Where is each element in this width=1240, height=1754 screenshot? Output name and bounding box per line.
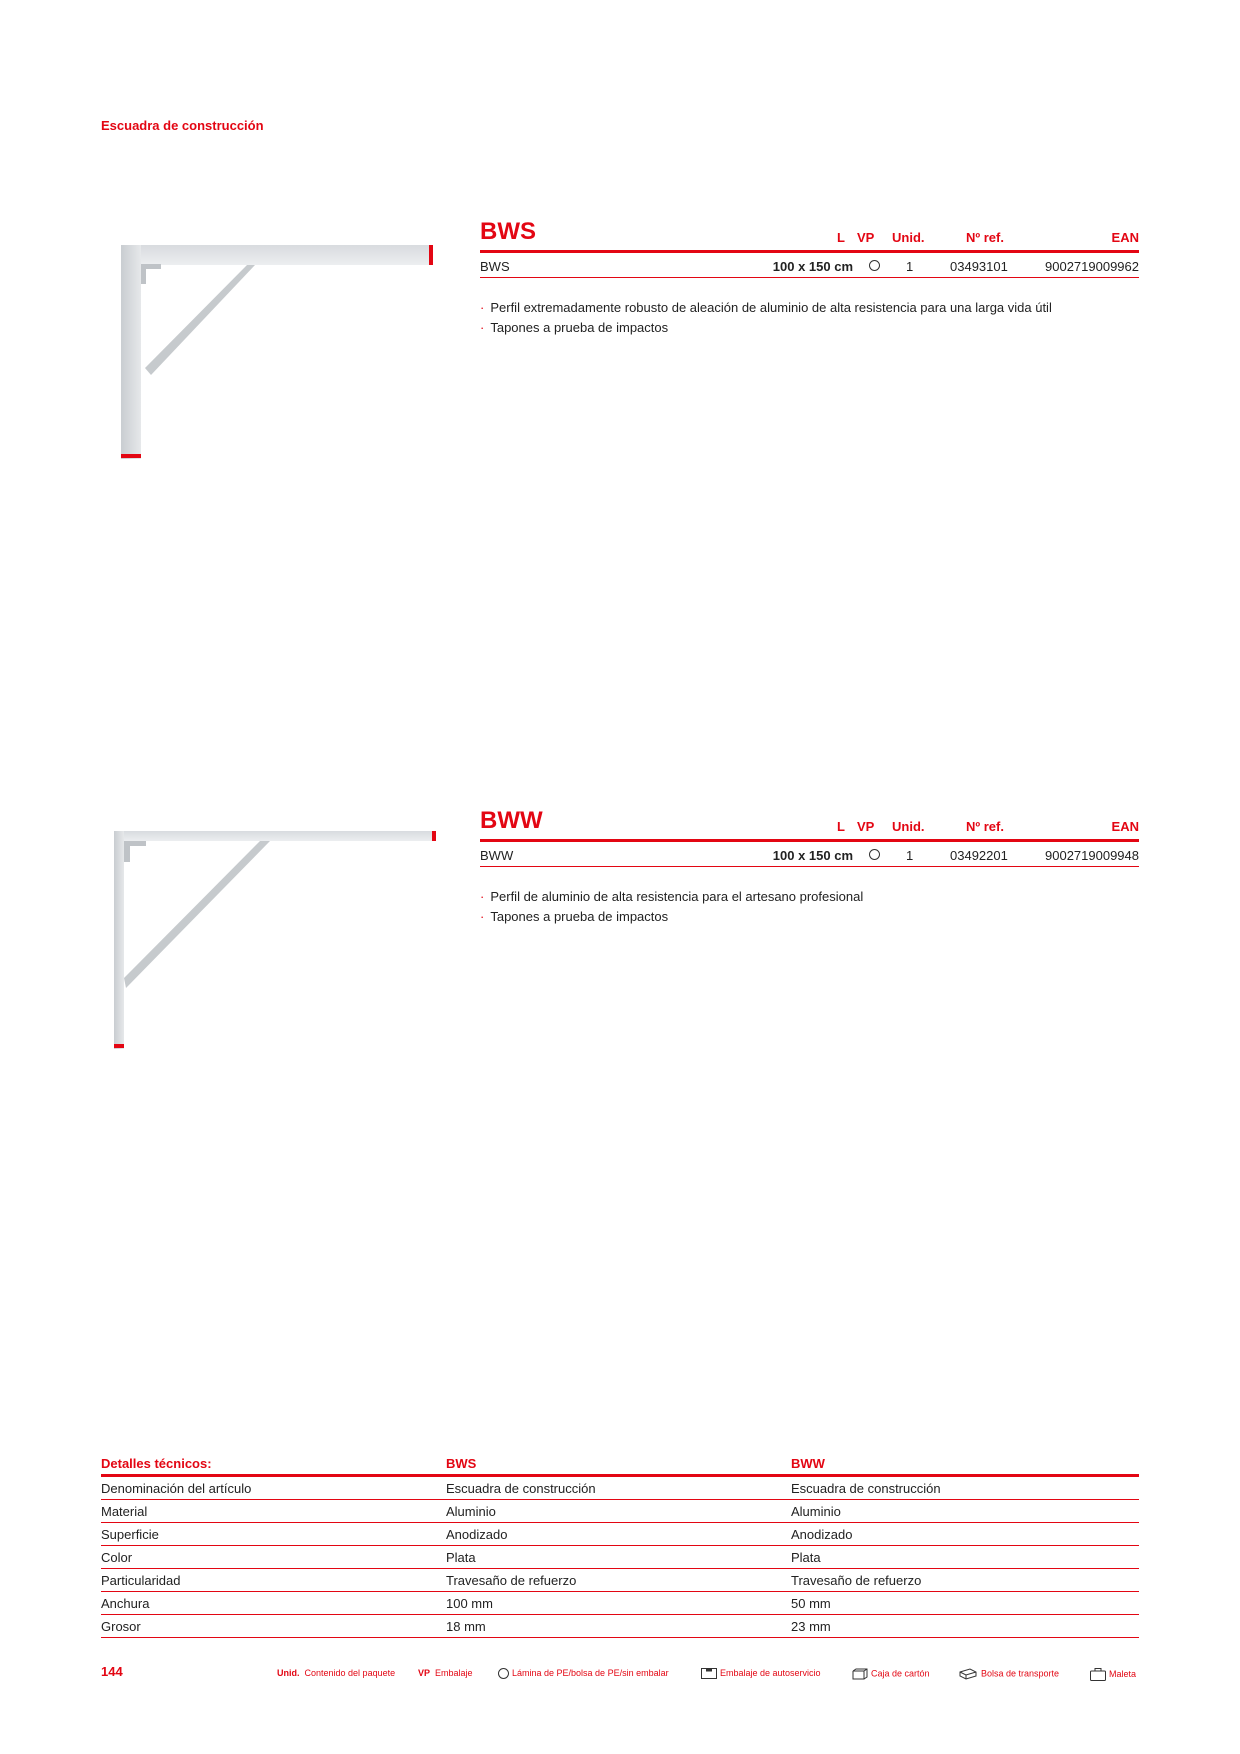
legend-vp: VP Embalaje xyxy=(418,1668,473,1678)
row-name: BWS xyxy=(480,259,510,274)
product-name: BWW xyxy=(480,807,543,834)
tech-bww-value: 50 mm xyxy=(791,1596,831,1611)
tech-bww-value: 23 mm xyxy=(791,1619,831,1634)
col-l: L xyxy=(837,819,845,834)
bww-table xyxy=(480,807,1139,867)
page-number: 144 xyxy=(101,1664,123,1679)
tech-bww-value: Escuadra de construcción xyxy=(791,1481,941,1496)
cardboard-box-icon xyxy=(852,1668,868,1680)
row-length: 100 x 150 cm xyxy=(772,848,853,863)
legend-self-service: Embalaje de autoservicio xyxy=(701,1668,821,1679)
tech-bws-value: Anodizado xyxy=(446,1527,508,1542)
tech-label: Superficie xyxy=(101,1527,159,1542)
table-row xyxy=(480,842,1139,867)
col-ean: EAN xyxy=(1111,230,1139,245)
tech-bww-value: Plata xyxy=(791,1550,821,1565)
legend-bag: Bolsa de transporte xyxy=(958,1668,1059,1680)
case-icon xyxy=(1090,1668,1106,1681)
self-service-pack-icon xyxy=(701,1668,717,1679)
tech-bww-value: Anodizado xyxy=(791,1527,853,1542)
table-row xyxy=(101,1592,1139,1615)
row-name: BWW xyxy=(480,848,514,863)
tech-bws-value: Travesaño de refuerzo xyxy=(446,1573,577,1588)
col-ref: Nº ref. xyxy=(966,230,1004,245)
pe-film-icon xyxy=(869,849,880,860)
tech-label: Material xyxy=(101,1504,148,1519)
bws-features xyxy=(480,298,1052,338)
tech-label: Color xyxy=(101,1550,133,1565)
row-unid: 1 xyxy=(906,848,914,863)
tech-label: Particularidad xyxy=(101,1573,181,1588)
tech-bws-value: 18 mm xyxy=(446,1619,486,1634)
tech-label: Anchura xyxy=(101,1596,150,1611)
table-row xyxy=(101,1569,1139,1592)
legend-pe: Lámina de PE/bolsa de PE/sin embalar xyxy=(498,1668,669,1679)
row-ean: 9002719009948 xyxy=(1045,848,1139,863)
bww-table-header xyxy=(480,807,1139,842)
table-row xyxy=(480,253,1139,278)
bws-table-header xyxy=(480,218,1139,253)
row-length: 100 x 150 cm xyxy=(772,259,853,274)
tech-header-label: Detalles técnicos: xyxy=(101,1456,212,1471)
bws-product-image xyxy=(115,238,435,460)
col-unid: Unid. xyxy=(892,819,925,834)
row-unid: 1 xyxy=(906,259,914,274)
section-title: Escuadra de construcción xyxy=(101,118,264,133)
pe-film-icon xyxy=(869,260,880,271)
bww-features xyxy=(480,887,863,927)
col-ref: Nº ref. xyxy=(966,819,1004,834)
tech-bww-value: Aluminio xyxy=(791,1504,841,1519)
transport-bag-icon xyxy=(958,1668,978,1680)
tech-header-bws: BWS xyxy=(446,1456,477,1471)
legend-unid: Unid. Contenido del paquete xyxy=(277,1668,396,1678)
tech-bws-value: 100 mm xyxy=(446,1596,493,1611)
technical-details-table xyxy=(101,1452,1139,1638)
tech-bws-value: Escuadra de construcción xyxy=(446,1481,596,1496)
table-row xyxy=(101,1477,1139,1500)
bws-table xyxy=(480,218,1139,278)
row-ref: 03493101 xyxy=(950,259,1008,274)
col-unid: Unid. xyxy=(892,230,925,245)
tech-bww-value: Travesaño de refuerzo xyxy=(791,1573,922,1588)
col-ean: EAN xyxy=(1111,819,1139,834)
tech-bws-value: Plata xyxy=(446,1550,476,1565)
tech-label: Denominación del artículo xyxy=(101,1481,252,1496)
table-row xyxy=(101,1615,1139,1638)
bww-product-image xyxy=(110,828,440,1050)
col-vp: VP xyxy=(857,230,875,245)
list-item: · Perfil extremadamente robusto de aleación de aluminio de alta resistencia para una larga vida útil xyxy=(480,300,1052,315)
table-row xyxy=(101,1523,1139,1546)
list-item: · Perfil de aluminio de alta resistencia para el artesano profesional xyxy=(480,889,864,904)
col-vp: VP xyxy=(857,819,875,834)
tech-header-bww: BWW xyxy=(791,1456,825,1471)
row-ref: 03492201 xyxy=(950,848,1008,863)
col-l: L xyxy=(837,230,845,245)
product-name: BWS xyxy=(480,218,536,245)
tech-bws-value: Aluminio xyxy=(446,1504,496,1519)
tech-header xyxy=(101,1452,1139,1477)
table-row xyxy=(101,1546,1139,1569)
list-item: · Tapones a prueba de impactos xyxy=(480,320,669,335)
row-ean: 9002719009962 xyxy=(1045,259,1139,274)
tech-label: Grosor xyxy=(101,1619,141,1634)
legend-box: Caja de cartón xyxy=(852,1668,930,1680)
list-item: · Tapones a prueba de impactos xyxy=(480,909,669,924)
table-row xyxy=(101,1500,1139,1523)
legend-case: Maleta xyxy=(1090,1668,1136,1681)
pe-film-icon xyxy=(498,1668,509,1679)
